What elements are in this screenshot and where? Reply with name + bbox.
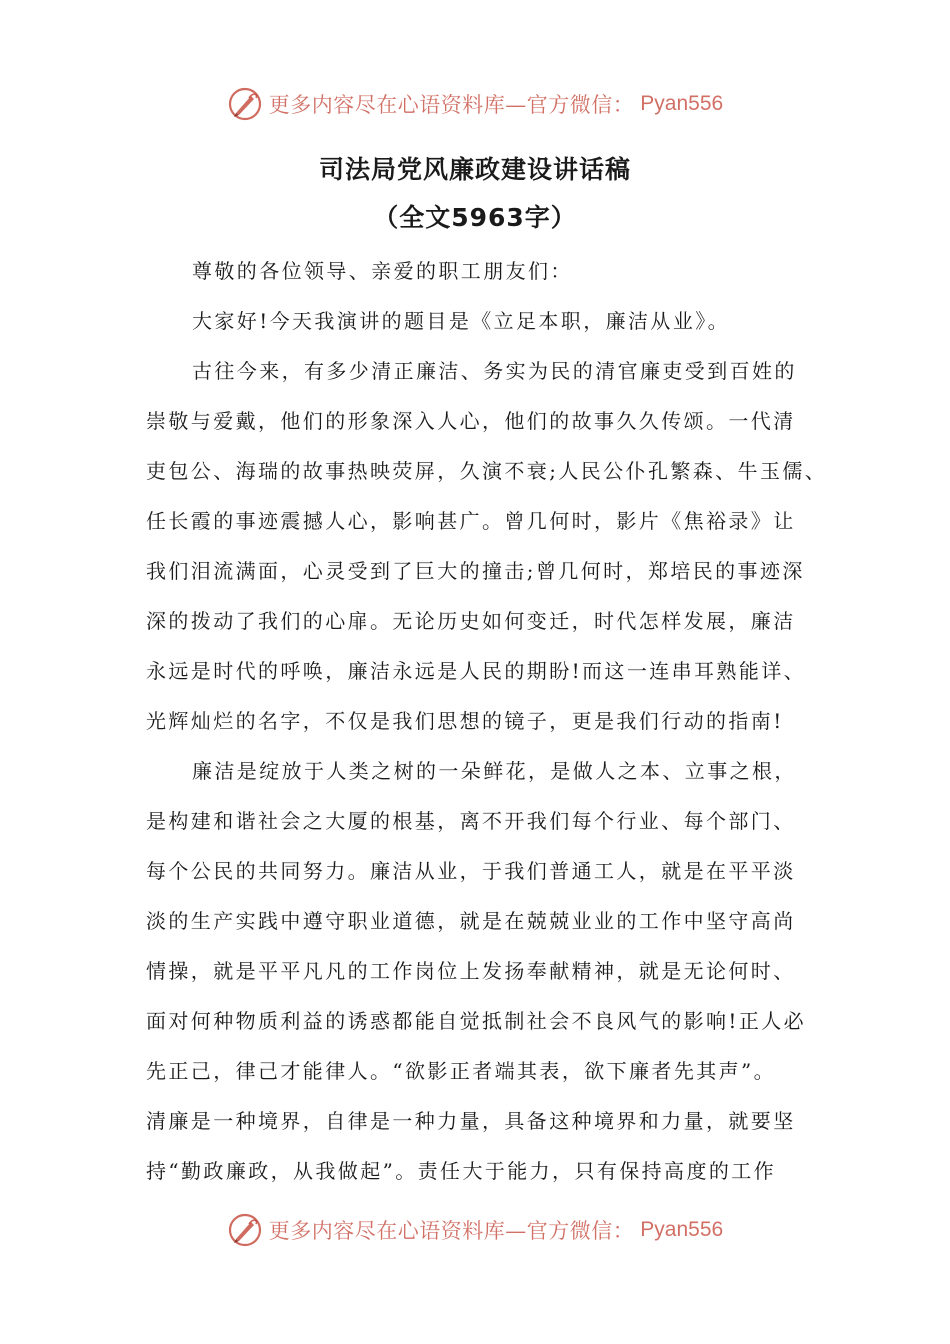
text-line: 吏包公、海瑞的故事热映荧屏，久演不衰;人民公仆孔繁森、牛玉儒、	[146, 459, 828, 483]
text-line: 大家好!今天我演讲的题目是《立足本职，廉洁从业》。	[192, 309, 731, 333]
wechat-id: Pyan556	[640, 92, 724, 115]
banner-text: 更多内容尽在心语资料库—官方微信：	[268, 1219, 635, 1243]
text-line: 古往今来，有多少清正廉洁、务实为民的清官廉吏受到百姓的	[192, 359, 797, 383]
text-line: 我们泪流满面，心灵受到了巨大的撞击;曾几何时，郑培民的事迹深	[146, 559, 805, 583]
footer-banner	[0, 1208, 950, 1252]
text-line: 任长霞的事迹震撼人心，影响甚广。曾几何时，影片《焦裕录》让	[146, 509, 796, 533]
text-line: 崇敬与爱戴，他们的形象深入人心，他们的故事久久传颂。一代清	[146, 409, 796, 433]
text-line: 情操，就是平平凡凡的工作岗位上发扬奉献精神，就是无论何时、	[146, 959, 796, 983]
text-line: 廉洁是绽放于人类之树的一朵鲜花，是做人之本、立事之根，	[192, 759, 797, 783]
salutation-line: 尊敬的各位领导、亲爱的职工朋友们：	[192, 259, 573, 283]
text-line: 持“勤政廉政，从我做起”。责任大于能力，只有保持高度的工作	[146, 1159, 777, 1183]
pen-logo-icon	[227, 1212, 263, 1248]
text-line: 是构建和谐社会之大厦的根基，离不开我们每个行业、每个部门、	[146, 809, 796, 833]
text-line: 永远是时代的呼唤，廉洁永远是人民的期盼!而这一连串耳熟能详、	[146, 659, 807, 683]
document-subtitle: （全文5963字）	[373, 203, 577, 232]
text-line: 深的拨动了我们的心扉。无论历史如何变迁，时代怎样发展，廉洁	[146, 609, 796, 633]
text-line: 清廉是一种境界，自律是一种力量，具备这种境界和力量，就要坚	[146, 1109, 796, 1133]
document-title: 司法局党风廉政建设讲话稿	[318, 155, 631, 184]
text-line: 面对何种物质利益的诱惑都能自觉抵制社会不良风气的影响!正人必	[146, 1009, 807, 1033]
wechat-id: Pyan556	[640, 1218, 724, 1241]
text-line: 先正己，律己才能律人。“欲影正者端其表，欲下廉者先其声”。	[146, 1059, 777, 1083]
pen-logo-icon	[227, 86, 263, 122]
text-line: 每个公民的共同努力。廉洁从业，于我们普通工人，就是在平平淡	[146, 859, 796, 883]
text-line: 淡的生产实践中遵守职业道德，就是在兢兢业业的工作中坚守高尚	[146, 909, 796, 933]
document-body	[146, 246, 826, 1196]
text-line: 光辉灿烂的名字，不仅是我们思想的镜子，更是我们行动的指南!	[146, 709, 784, 733]
header-banner	[0, 82, 950, 126]
banner-text: 更多内容尽在心语资料库—官方微信：	[268, 93, 635, 117]
